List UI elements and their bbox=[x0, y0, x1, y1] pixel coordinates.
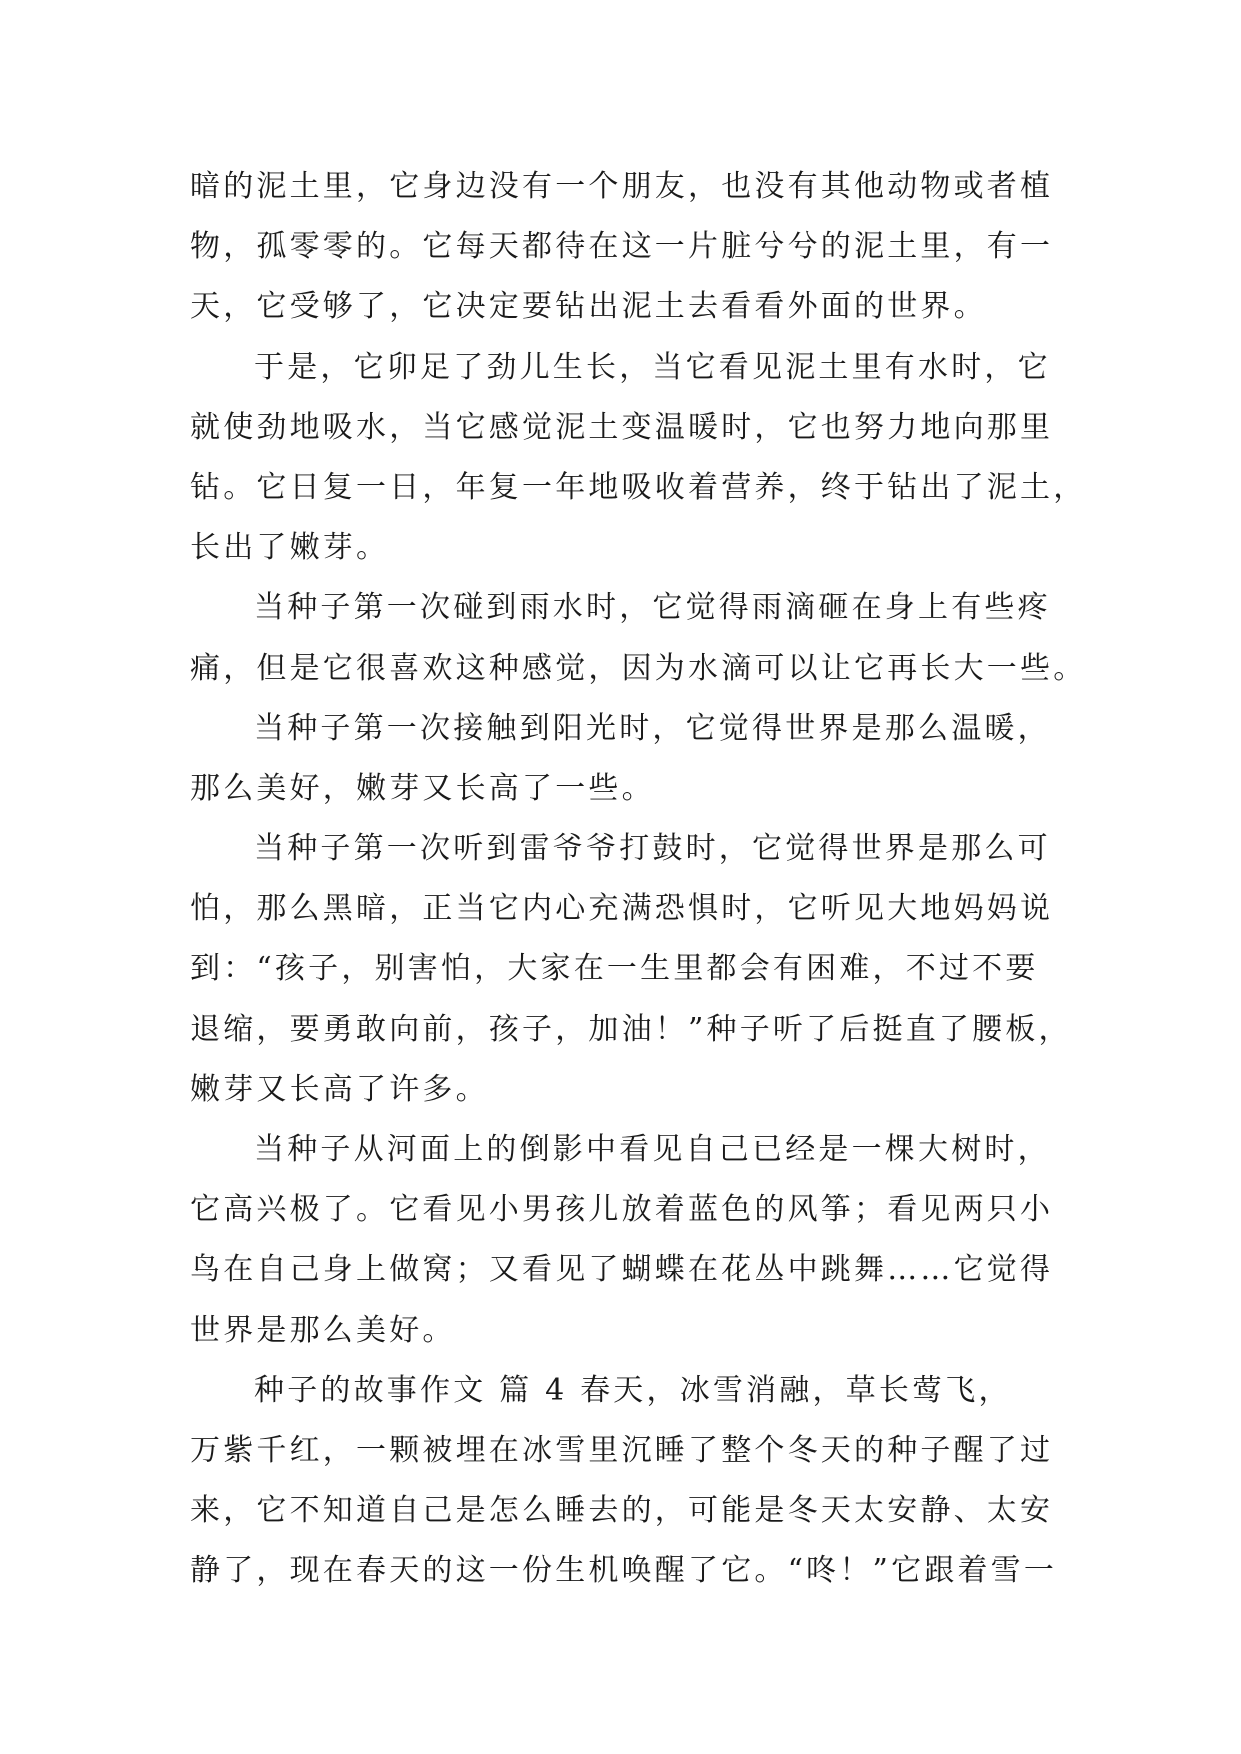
text-line: 于是，它卯足了劲儿生长，当它看见泥土里有水时，它 bbox=[254, 349, 1051, 385]
text-line: 那么美好，嫩芽又长高了一些。 bbox=[190, 770, 655, 806]
text-line: 万紫千红，一颗被埋在冰雪里沉睡了整个冬天的种子醒了过 bbox=[190, 1432, 1054, 1468]
text-line: 就使劲地吸水，当它感觉泥土变温暖时，它也努力地向那里 bbox=[190, 409, 1054, 445]
text-line: 当种子从河面上的倒影中看见自己已经是一棵大树时， bbox=[254, 1132, 1051, 1167]
text-line: 静了，现在春天的这一份生机唤醒了它。“咚！”它跟着雪一 bbox=[190, 1553, 1058, 1589]
text-line: 长出了嫩芽。 bbox=[190, 530, 390, 566]
text-line: 鸟在自己身上做窝；又看见了蝴蝶在花丛中跳舞……它觉得 bbox=[190, 1252, 1054, 1288]
text-line: 天，它受够了，它决定要钻出泥土去看看外面的世界。 bbox=[190, 289, 987, 325]
text-line: 当种子第一次碰到雨水时，它觉得雨滴砸在身上有些疼 bbox=[254, 590, 1051, 626]
text-line: 怕，那么黑暗，正当它内心充满恐惧时，它听见大地妈妈说 bbox=[190, 891, 1054, 927]
text-line: 到：“孩子，别害怕，大家在一生里都会有困难，不过不要 bbox=[190, 951, 1039, 987]
text-line: 物，孤零零的。它每天都待在这一片脏兮兮的泥土里，有一 bbox=[190, 229, 1054, 265]
text-line: 它高兴极了。它看见小男孩儿放着蓝色的风筝；看见两只小 bbox=[190, 1192, 1054, 1228]
text-line: 钻。它日复一日，年复一年地吸收着营养，终于钻出了泥土， bbox=[190, 469, 1087, 505]
text-line: 当种子第一次听到雷爷爷打鼓时，它觉得世界是那么可 bbox=[254, 831, 1051, 867]
text-line: 痛，但是它很喜欢这种感觉，因为水滴可以让它再长大一些。 bbox=[190, 650, 1087, 686]
text-line: 暗的泥土里，它身边没有一个朋友，也没有其他动物或者植 bbox=[190, 169, 1054, 204]
text-line: 退缩，要勇敢向前，孩子，加油！”种子听了后挺直了腰板， bbox=[190, 1011, 1072, 1047]
text-line: 嫩芽又长高了许多。 bbox=[190, 1071, 489, 1107]
document-body bbox=[190, 157, 1087, 1602]
text-line: 世界是那么美好。 bbox=[190, 1312, 456, 1348]
text-line: 来，它不知道自己是怎么睡去的，可能是冬天太安静、太安 bbox=[190, 1493, 1054, 1529]
text-line: 种子的故事作文 篇 4 春天，冰雪消融，草长莺飞， bbox=[254, 1372, 1012, 1408]
text-line: 当种子第一次接触到阳光时，它觉得世界是那么温暖， bbox=[254, 710, 1051, 746]
